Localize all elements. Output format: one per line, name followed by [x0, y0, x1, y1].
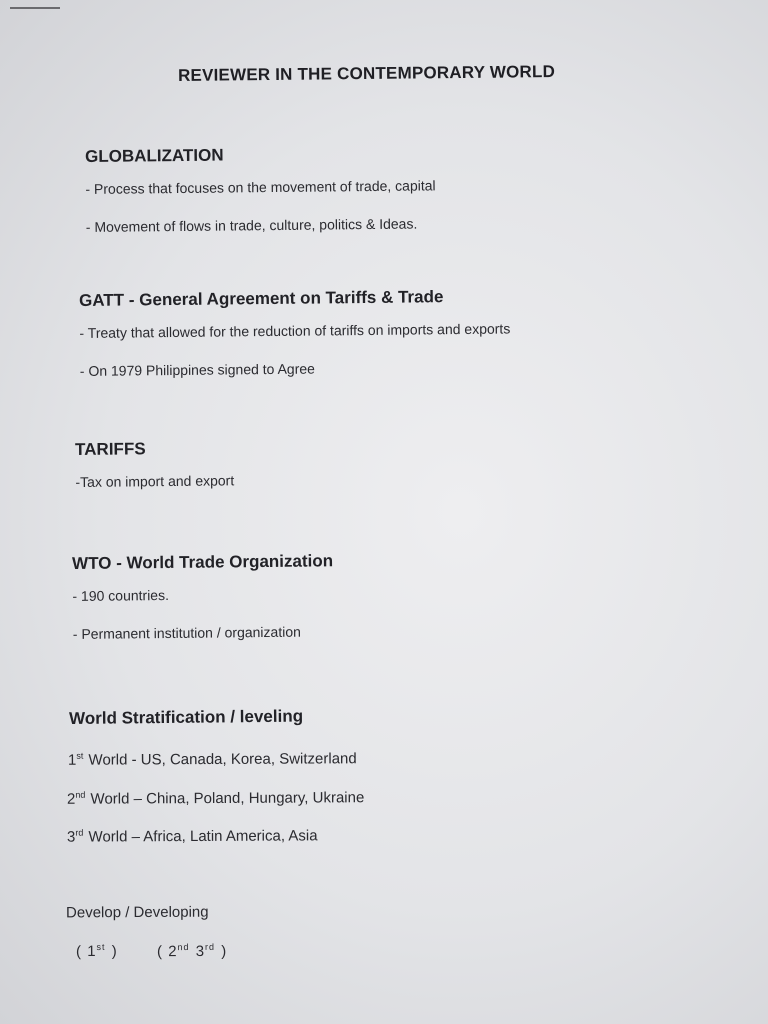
bullet-item: - Treaty that allowed for the reduction of tariffs on imports and exports — [79, 320, 511, 341]
section-heading: GATT - General Agreement on Tariffs & Trade — [79, 287, 444, 310]
section-heading: GLOBALIZATION — [85, 145, 224, 166]
paren-text: ) — [216, 942, 228, 960]
ordinal-suffix: st — [96, 941, 106, 953]
ordinal-suffix: nd — [75, 789, 86, 800]
document-title: REVIEWER IN THE CONTEMPORARY WORLD — [177, 62, 556, 85]
world-number: 3 — [66, 828, 76, 846]
developing-worlds — [157, 942, 227, 960]
world-item-first — [68, 749, 357, 769]
bullet-item: -Tax on import and export — [75, 472, 235, 490]
paren-text: ( 2 — [156, 943, 178, 961]
ordinal-suffix: nd — [177, 942, 190, 953]
section-gatt — [79, 286, 511, 379]
ordinal-suffix: rd — [75, 827, 84, 838]
top-edge-mark — [10, 7, 60, 9]
section-globalization — [85, 143, 436, 235]
world-item-second — [67, 788, 364, 808]
bullet-item: - Permanent institution / organization — [72, 623, 301, 642]
section-wto — [72, 551, 334, 642]
section-tariffs — [75, 438, 234, 490]
ordinal-suffix: rd — [204, 941, 216, 952]
paren-text: ) — [106, 942, 118, 960]
develop-label: Develop / Developing — [65, 903, 209, 922]
world-item-third — [67, 826, 318, 845]
paren-text: 3 — [190, 942, 206, 961]
bullet-item: - Movement of flows in trade, culture, politics & Ideas. — [85, 215, 418, 235]
paren-text: ( 1 — [75, 943, 97, 961]
section-heading: WTO - World Trade Organization — [72, 551, 334, 573]
world-text: World – Africa, Latin America, Asia — [84, 827, 318, 846]
section-heading: TARIFFS — [75, 439, 146, 459]
world-number: 1 — [67, 751, 77, 769]
world-text: World – China, Poland, Hungary, Ukraine — [86, 789, 365, 808]
ordinal-suffix: st — [76, 750, 84, 761]
section-heading: World Stratification / leveling — [69, 706, 304, 728]
bullet-item: - On 1979 Philippines signed to Agree — [79, 360, 315, 379]
develop-first-world — [76, 942, 118, 960]
bullet-item: - Process that focuses on the movement of trade, capital — [85, 177, 436, 197]
world-text: World - US, Canada, Korea, Switzerland — [84, 750, 357, 769]
bullet-item: - 190 countries. — [72, 586, 170, 604]
section-world-stratification — [69, 707, 303, 729]
world-number: 2 — [66, 790, 76, 808]
